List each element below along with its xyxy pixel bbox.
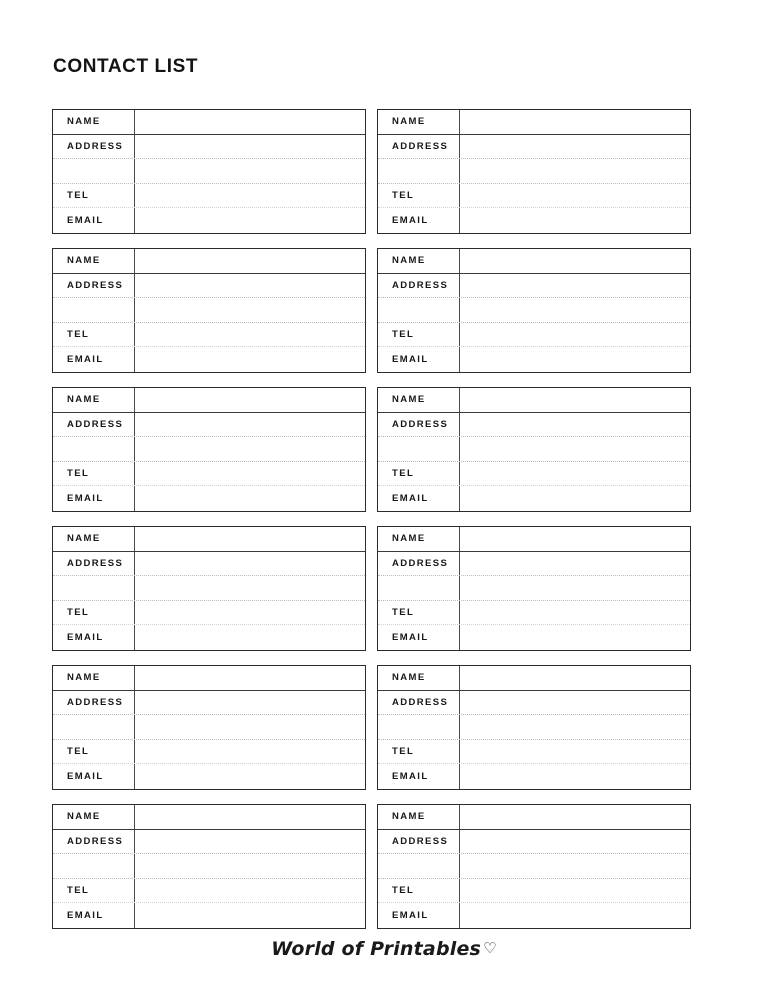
field-label-address-line2 bbox=[53, 437, 135, 461]
field-label-name: NAME bbox=[53, 388, 135, 412]
field-value-address[interactable] bbox=[135, 691, 365, 715]
field-label-email: EMAIL bbox=[378, 208, 460, 233]
contact-card bbox=[377, 387, 691, 512]
field-value-tel[interactable] bbox=[460, 462, 690, 486]
field-label-name: NAME bbox=[378, 388, 460, 412]
contact-field-row-address-line2 bbox=[378, 715, 690, 740]
contact-field-row-address bbox=[378, 413, 690, 438]
field-label-name: NAME bbox=[378, 666, 460, 690]
field-label-name: NAME bbox=[378, 805, 460, 829]
field-value-address[interactable] bbox=[135, 830, 365, 854]
contact-card bbox=[52, 109, 366, 234]
field-value-name[interactable] bbox=[460, 388, 690, 412]
contact-field-row-email bbox=[53, 347, 365, 372]
field-value-address[interactable] bbox=[135, 552, 365, 576]
contact-field-row-address bbox=[53, 413, 365, 438]
footer-brand bbox=[0, 938, 768, 960]
field-value-address[interactable] bbox=[460, 274, 690, 298]
contact-field-row-email bbox=[53, 625, 365, 650]
field-value-name[interactable] bbox=[135, 527, 365, 551]
field-label-address-line2 bbox=[378, 854, 460, 878]
contact-field-row-address-line2 bbox=[53, 715, 365, 740]
field-value-address-line2[interactable] bbox=[135, 298, 365, 322]
contact-field-row-tel bbox=[378, 879, 690, 904]
field-label-name: NAME bbox=[378, 249, 460, 273]
contact-field-row-tel bbox=[53, 462, 365, 487]
field-value-tel[interactable] bbox=[460, 740, 690, 764]
field-label-address: ADDRESS bbox=[378, 413, 460, 437]
field-value-email[interactable] bbox=[460, 208, 690, 233]
contact-field-row-address-line2 bbox=[378, 854, 690, 879]
field-label-email: EMAIL bbox=[53, 625, 135, 650]
field-value-tel[interactable] bbox=[460, 601, 690, 625]
contact-field-row-email bbox=[53, 764, 365, 789]
field-label-address-line2 bbox=[53, 715, 135, 739]
field-label-address: ADDRESS bbox=[53, 552, 135, 576]
field-label-name: NAME bbox=[53, 666, 135, 690]
contact-field-row-address bbox=[53, 830, 365, 855]
field-label-address-line2 bbox=[53, 854, 135, 878]
field-value-address-line2[interactable] bbox=[460, 715, 690, 739]
field-value-tel[interactable] bbox=[135, 601, 365, 625]
field-value-email[interactable] bbox=[460, 625, 690, 650]
field-value-address[interactable] bbox=[460, 830, 690, 854]
heart-icon: ♡ bbox=[483, 939, 497, 957]
field-value-address-line2[interactable] bbox=[135, 854, 365, 878]
field-value-name[interactable] bbox=[135, 666, 365, 690]
contact-field-row-name bbox=[53, 249, 365, 274]
contact-field-row-name bbox=[53, 666, 365, 691]
field-label-address: ADDRESS bbox=[378, 691, 460, 715]
field-value-address-line2[interactable] bbox=[135, 576, 365, 600]
field-label-address-line2 bbox=[53, 576, 135, 600]
field-value-address-line2[interactable] bbox=[135, 715, 365, 739]
field-value-address[interactable] bbox=[460, 135, 690, 159]
field-label-email: EMAIL bbox=[53, 347, 135, 372]
field-value-address[interactable] bbox=[460, 413, 690, 437]
field-value-address[interactable] bbox=[460, 691, 690, 715]
contact-field-row-address bbox=[53, 552, 365, 577]
contact-field-row-name bbox=[53, 805, 365, 830]
field-label-address-line2 bbox=[378, 437, 460, 461]
field-label-name: NAME bbox=[53, 249, 135, 273]
contact-field-row-email bbox=[378, 347, 690, 372]
contact-field-row-tel bbox=[53, 323, 365, 348]
contact-field-row-address-line2 bbox=[53, 437, 365, 462]
field-label-address-line2 bbox=[378, 715, 460, 739]
field-label-address: ADDRESS bbox=[53, 830, 135, 854]
contact-field-row-tel bbox=[378, 184, 690, 209]
field-label-tel: TEL bbox=[53, 184, 135, 208]
contact-field-row-name bbox=[378, 388, 690, 413]
contact-field-row-name bbox=[53, 388, 365, 413]
field-value-email[interactable] bbox=[460, 347, 690, 372]
contact-field-row-address bbox=[378, 135, 690, 160]
contact-field-row-tel bbox=[378, 740, 690, 765]
contact-field-row-address-line2 bbox=[53, 854, 365, 879]
field-value-name[interactable] bbox=[135, 249, 365, 273]
field-value-email[interactable] bbox=[135, 347, 365, 372]
contact-field-row-address-line2 bbox=[53, 576, 365, 601]
field-label-address-line2 bbox=[378, 576, 460, 600]
footer-brand-text: World of Printables bbox=[271, 938, 482, 960]
field-value-tel[interactable] bbox=[460, 323, 690, 347]
field-value-tel[interactable] bbox=[460, 879, 690, 903]
field-label-address-line2 bbox=[53, 298, 135, 322]
field-value-name[interactable] bbox=[135, 110, 365, 134]
field-label-tel: TEL bbox=[378, 879, 460, 903]
field-value-email[interactable] bbox=[135, 208, 365, 233]
field-label-email: EMAIL bbox=[53, 764, 135, 789]
field-value-address-line2[interactable] bbox=[460, 437, 690, 461]
field-label-address: ADDRESS bbox=[378, 274, 460, 298]
field-label-address-line2 bbox=[378, 159, 460, 183]
field-value-address[interactable] bbox=[460, 552, 690, 576]
contact-field-row-name bbox=[378, 249, 690, 274]
field-value-address-line2[interactable] bbox=[135, 437, 365, 461]
field-value-email[interactable] bbox=[135, 903, 365, 928]
contact-field-row-address bbox=[53, 135, 365, 160]
field-value-tel[interactable] bbox=[135, 740, 365, 764]
contact-field-row-address bbox=[378, 552, 690, 577]
contact-field-row-tel bbox=[378, 462, 690, 487]
field-label-email: EMAIL bbox=[378, 486, 460, 511]
field-label-email: EMAIL bbox=[378, 347, 460, 372]
field-value-email[interactable] bbox=[460, 764, 690, 789]
field-value-name[interactable] bbox=[460, 527, 690, 551]
contact-field-row-address-line2 bbox=[53, 159, 365, 184]
contact-field-row-address-line2 bbox=[53, 298, 365, 323]
contact-field-row-email bbox=[53, 903, 365, 928]
field-value-address-line2[interactable] bbox=[460, 854, 690, 878]
field-label-tel: TEL bbox=[53, 601, 135, 625]
contact-field-row-address-line2 bbox=[378, 576, 690, 601]
field-value-tel[interactable] bbox=[460, 184, 690, 208]
contact-field-row-name bbox=[378, 110, 690, 135]
field-value-address[interactable] bbox=[135, 274, 365, 298]
contact-card bbox=[52, 665, 366, 790]
contact-field-row-email bbox=[53, 486, 365, 511]
contact-field-row-address-line2 bbox=[378, 159, 690, 184]
contact-field-row-address bbox=[378, 830, 690, 855]
contact-field-row-name bbox=[53, 110, 365, 135]
field-value-name[interactable] bbox=[460, 805, 690, 829]
field-value-address-line2[interactable] bbox=[460, 159, 690, 183]
contact-field-row-name bbox=[378, 666, 690, 691]
contact-field-row-tel bbox=[53, 184, 365, 209]
field-value-name[interactable] bbox=[460, 666, 690, 690]
field-value-tel[interactable] bbox=[135, 879, 365, 903]
contact-field-row-address-line2 bbox=[378, 437, 690, 462]
contact-field-row-tel bbox=[378, 323, 690, 348]
field-value-tel[interactable] bbox=[135, 184, 365, 208]
contact-field-row-address-line2 bbox=[378, 298, 690, 323]
field-value-email[interactable] bbox=[135, 486, 365, 511]
field-label-email: EMAIL bbox=[378, 903, 460, 928]
field-label-address: ADDRESS bbox=[53, 691, 135, 715]
field-value-address[interactable] bbox=[135, 413, 365, 437]
field-value-name[interactable] bbox=[135, 805, 365, 829]
contact-field-row-name bbox=[378, 805, 690, 830]
field-label-address: ADDRESS bbox=[53, 413, 135, 437]
field-value-name[interactable] bbox=[135, 388, 365, 412]
field-label-address: ADDRESS bbox=[378, 135, 460, 159]
contact-field-row-address bbox=[378, 274, 690, 299]
contact-field-row-address bbox=[378, 691, 690, 716]
contact-field-row-email bbox=[378, 486, 690, 511]
field-value-email[interactable] bbox=[135, 764, 365, 789]
field-label-name: NAME bbox=[53, 110, 135, 134]
contact-field-row-email bbox=[378, 764, 690, 789]
field-label-email: EMAIL bbox=[378, 625, 460, 650]
contact-card bbox=[377, 526, 691, 651]
field-value-name[interactable] bbox=[460, 110, 690, 134]
field-label-email: EMAIL bbox=[53, 486, 135, 511]
contact-field-row-email bbox=[378, 903, 690, 928]
field-label-address: ADDRESS bbox=[53, 135, 135, 159]
field-label-tel: TEL bbox=[53, 740, 135, 764]
field-value-address-line2[interactable] bbox=[135, 159, 365, 183]
contact-field-row-email bbox=[378, 625, 690, 650]
field-value-tel[interactable] bbox=[135, 462, 365, 486]
contact-field-row-email bbox=[378, 208, 690, 233]
field-label-name: NAME bbox=[378, 527, 460, 551]
contact-field-row-address bbox=[53, 274, 365, 299]
field-label-tel: TEL bbox=[378, 323, 460, 347]
field-value-name[interactable] bbox=[460, 249, 690, 273]
contact-cards-grid bbox=[52, 109, 691, 929]
contact-card bbox=[377, 109, 691, 234]
field-value-email[interactable] bbox=[460, 486, 690, 511]
field-label-tel: TEL bbox=[378, 740, 460, 764]
field-label-tel: TEL bbox=[53, 323, 135, 347]
contact-card bbox=[52, 526, 366, 651]
field-label-name: NAME bbox=[53, 805, 135, 829]
field-label-tel: TEL bbox=[53, 879, 135, 903]
contact-card bbox=[52, 804, 366, 929]
field-label-address: ADDRESS bbox=[378, 552, 460, 576]
field-label-name: NAME bbox=[378, 110, 460, 134]
contact-field-row-tel bbox=[53, 740, 365, 765]
field-value-address-line2[interactable] bbox=[460, 576, 690, 600]
field-label-tel: TEL bbox=[378, 184, 460, 208]
field-label-email: EMAIL bbox=[378, 764, 460, 789]
contact-field-row-name bbox=[378, 527, 690, 552]
contact-card bbox=[377, 248, 691, 373]
field-label-email: EMAIL bbox=[53, 903, 135, 928]
contact-field-row-tel bbox=[378, 601, 690, 626]
field-value-email[interactable] bbox=[135, 625, 365, 650]
field-value-address-line2[interactable] bbox=[460, 298, 690, 322]
field-value-email[interactable] bbox=[460, 903, 690, 928]
page-title: CONTACT LIST bbox=[53, 56, 199, 77]
contact-card bbox=[52, 387, 366, 512]
contact-card bbox=[377, 804, 691, 929]
contact-card bbox=[52, 248, 366, 373]
contact-field-row-address bbox=[53, 691, 365, 716]
field-label-tel: TEL bbox=[53, 462, 135, 486]
contact-field-row-tel bbox=[53, 879, 365, 904]
field-label-address-line2 bbox=[378, 298, 460, 322]
field-label-address: ADDRESS bbox=[378, 830, 460, 854]
field-label-name: NAME bbox=[53, 527, 135, 551]
field-value-tel[interactable] bbox=[135, 323, 365, 347]
field-label-address-line2 bbox=[53, 159, 135, 183]
field-label-tel: TEL bbox=[378, 462, 460, 486]
field-label-tel: TEL bbox=[378, 601, 460, 625]
contact-field-row-name bbox=[53, 527, 365, 552]
field-label-address: ADDRESS bbox=[53, 274, 135, 298]
contact-field-row-tel bbox=[53, 601, 365, 626]
field-label-email: EMAIL bbox=[53, 208, 135, 233]
field-value-address[interactable] bbox=[135, 135, 365, 159]
contact-field-row-email bbox=[53, 208, 365, 233]
contact-card bbox=[377, 665, 691, 790]
